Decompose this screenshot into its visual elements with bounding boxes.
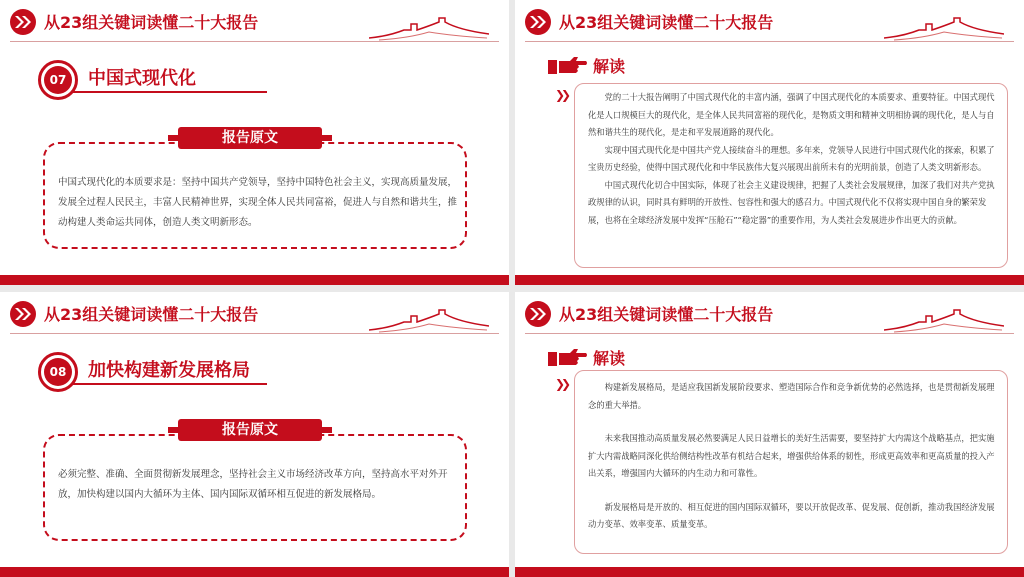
double-chevron-icon [10, 301, 36, 327]
header-title: 从23组关键词读懂二十大报告 [559, 305, 774, 324]
paragraph: 新发展格局是开放的、相互促进的国内国际双循环，要以开放促改革、促发展、促创新，推动我国经济发展动力变革、效率变革、质量变革。 [588, 501, 995, 529]
paragraph: 党的二十大报告阐明了中国式现代化的丰富内涵，强调了中国式现代化的本质要求、重要特征。中国式现代化是人口规模巨大的现代化，是全体人民共同富裕的现代化，是物质文明和精神文明相协调的现代化，是人与自然和谐共生的现代化，是走和平发展道路的现代化。 [588, 92, 995, 137]
double-chevron-icon [525, 301, 551, 327]
paragraph: 构建新发展格局，是适应我国新发展阶段要求、塑造国际合作和竞争新优势的必然选择，也是贯彻新发展理念的重大举措。 [588, 382, 995, 410]
original-text-tag: 报告原文 [178, 127, 322, 149]
header-title: 从23组关键词读懂二十大报告 [559, 13, 774, 32]
bottom-bar [0, 567, 509, 577]
great-wall-icon [369, 308, 489, 334]
slide-08-interpretation[interactable] [515, 292, 1024, 577]
section-number: 08 [44, 358, 72, 386]
header-divider [10, 333, 499, 334]
paragraph: 实现中国式现代化是中国共产党人接续奋斗的理想。多年来，党领导人民进行中国式现代化的探索，积累了宝贵历史经验，使得中国式现代化和中华民族伟大复兴展现出前所未有的光明前景，创造了人类文明新形态。 [588, 144, 995, 172]
great-wall-icon [369, 16, 489, 42]
bottom-bar [0, 275, 509, 285]
section-title: 中国式现代化 [88, 68, 196, 89]
paragraph: 中国式现代化切合中国实际，体现了社会主义建设规律，把握了人类社会发展规律，加深了我们对共产党执政规律的认识，同时具有鲜明的开放性、包容性和强大的感召力。中国式现代化不仅将实现中国自身的繁荣发展，也将在全球经济发展中发挥“压舱石”“稳定器”的重要作用，为人类社会发展进步作出更大的贡献。 [588, 179, 995, 225]
original-text: 必须完整、准确、全面贯彻新发展理念，坚持社会主义市场经济改革方向，坚持高水平对外开放，加快构建以国内大循环为主体、国内国际双循环相互促进的新发展格局。 [58, 469, 448, 500]
original-text-tag: 报告原文 [178, 419, 322, 441]
double-chevron-icon: ❯❯ [555, 377, 568, 391]
section-number-badge [38, 352, 78, 392]
section-title: 加快构建新发展格局 [88, 360, 250, 381]
section-underline [72, 91, 267, 93]
pointing-hand-icon [548, 56, 588, 76]
paragraph: 未来我国推动高质量发展必然要满足人民日益增长的美好生活需要，要坚持扩大内需这个战略基点，把实施扩大内需战略同深化供给侧结构性改革有机结合起来，增强供给体系的韧性，形成更高效率和更高质量的投入产出关系，增强国内大循环的内生动力和可靠性。 [588, 433, 995, 478]
header-title: 从23组关键词读懂二十大报告 [44, 13, 259, 32]
double-chevron-icon: ❯❯ [555, 88, 568, 102]
original-text: 中国式现代化的本质要求是：坚持中国共产党领导，坚持中国特色社会主义，实现高质量发展，发展全过程人民民主，丰富人民精神世界，实现全体人民共同富裕，促进人与自然和谐共生，推动构建人类命运共同体，创造人类文明新形态。 [58, 177, 458, 228]
slide-08[interactable] [0, 292, 509, 577]
slide-07-interpretation[interactable] [515, 0, 1024, 285]
interpretation-text [588, 379, 998, 534]
slide-07[interactable] [0, 0, 509, 285]
great-wall-icon [884, 16, 1004, 42]
header-divider [10, 41, 499, 42]
double-chevron-icon [525, 9, 551, 35]
pointing-hand-icon [548, 348, 588, 368]
double-chevron-icon [10, 9, 36, 35]
bottom-bar [515, 275, 1024, 285]
header-title: 从23组关键词读懂二十大报告 [44, 305, 259, 324]
header-divider [525, 41, 1014, 42]
great-wall-icon [884, 308, 1004, 334]
section-number: 07 [44, 66, 72, 94]
interpretation-title: 解读 [593, 57, 626, 76]
bottom-bar [515, 567, 1024, 577]
header-divider [525, 333, 1014, 334]
section-underline [72, 383, 267, 385]
interpretation-text [588, 89, 998, 229]
interpretation-title: 解读 [593, 349, 626, 368]
section-number-badge [38, 60, 78, 100]
